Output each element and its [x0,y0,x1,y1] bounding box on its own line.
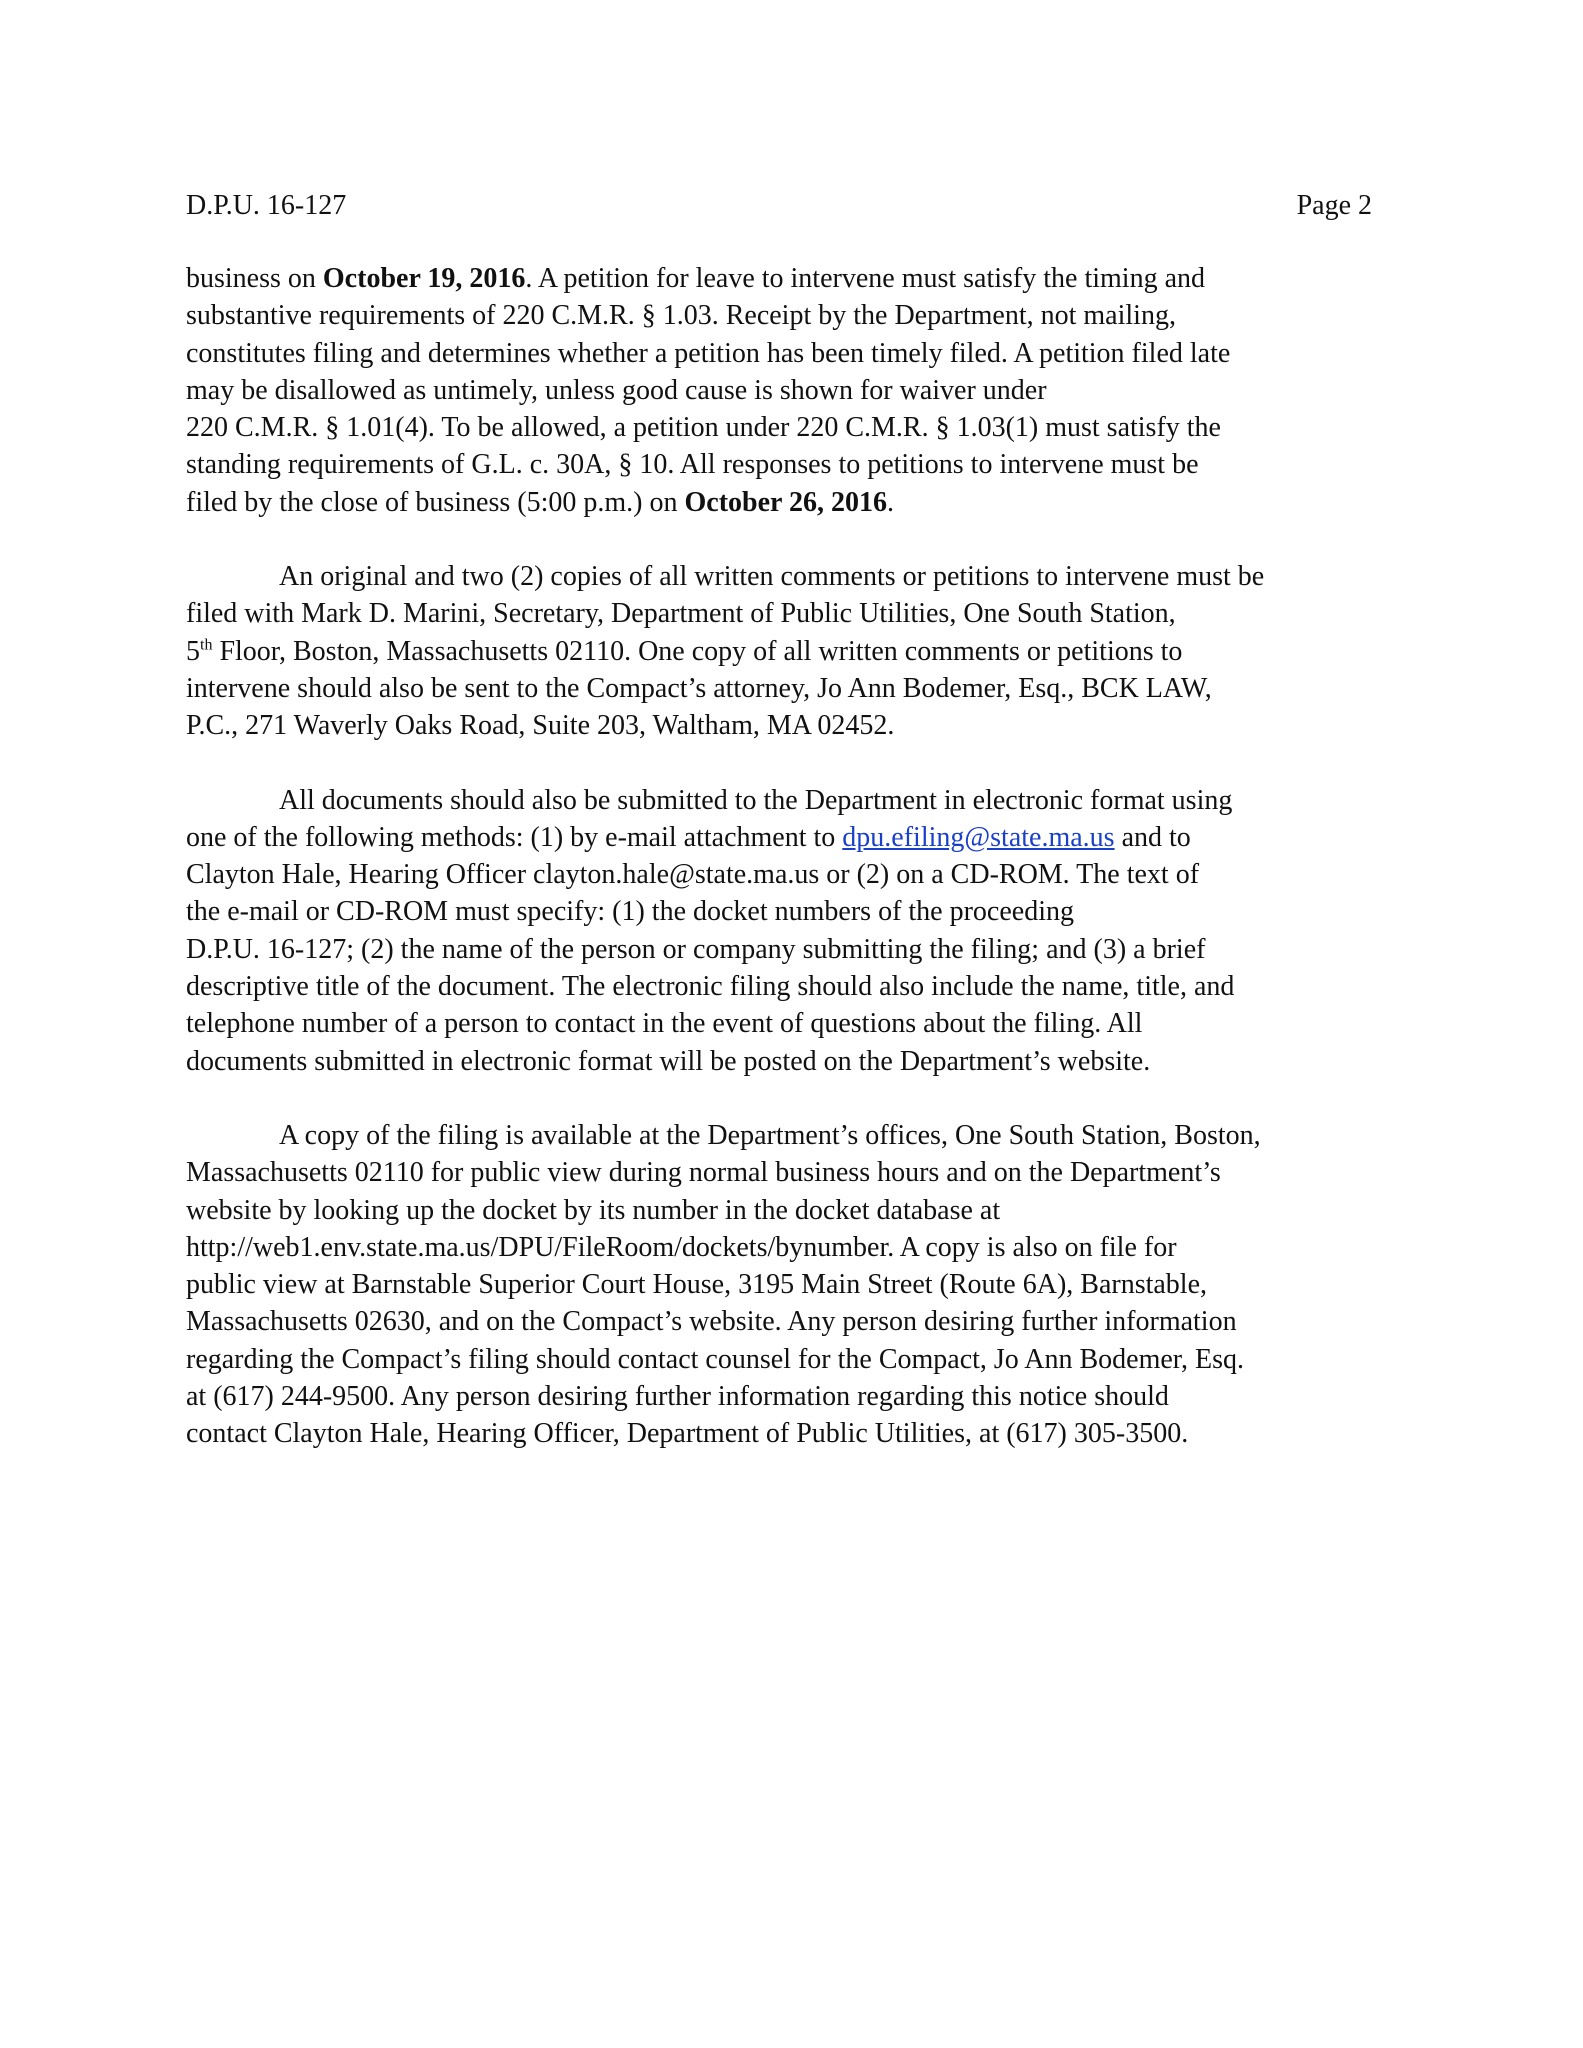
text-run: business on [186,263,323,294]
text-line [186,819,1386,856]
text-line: P.C., 271 Waverly Oaks Road, Suite 203, Waltham, MA 02452. [186,710,895,742]
text-line: D.P.U. 16-127; (2) the name of the person or company submitting the filing; and (3) a brief [186,933,1206,965]
paragraph-public-access [186,1117,1386,1453]
text-line: Massachusetts 02630, and on the Compact’s website. Any person desiring further information [186,1306,1237,1338]
text-line: contact Clayton Hale, Hearing Officer, Department of Public Utilities, at (617) 305-3500. [186,1418,1189,1450]
text-line: http://web1.env.state.ma.us/DPU/FileRoom/dockets/bynumber. A copy is also on file for [186,1231,1177,1263]
text-line: A copy of the filing is available at the Department’s offices, One South Station, Boston, [279,1119,1261,1151]
text-line: filed with Mark D. Marini, Secretary, Department of Public Utilities, One South Station, [186,598,1176,630]
text-line: All documents should also be submitted to the Department in electronic format using [279,784,1233,816]
text-run: . [886,486,894,518]
text-line [186,260,1386,297]
text-line: documents submitted in electronic format will be posted on the Department’s website. [186,1045,1151,1077]
text-line: at (617) 244-9500. Any person desiring further information regarding this notice should [186,1381,1169,1413]
text-line: constitutes filing and determines whether a petition has been timely filed. A petition filed late [186,337,1231,369]
text-line: regarding the Compact’s filing should contact counsel for the Compact, Jo Ann Bodemer, Esq. [186,1343,1244,1375]
text-line: standing requirements of G.L. c. 30A, § 10. All responses to petitions to intervene must be [186,449,1199,481]
text-line: Clayton Hale, Hearing Officer clayton.hale@state.ma.us or (2) on a CD-ROM. The text of [186,859,1200,891]
text-run: 5 [186,635,200,667]
text-line: intervene should also be sent to the Compact’s attorney, Jo Ann Bodemer, Esq., BCK LAW, [186,672,1212,704]
document-body [186,260,1386,1490]
text-line: 220 C.M.R. § 1.01(4). To be allowed, a petition under 220 C.M.R. § 1.03(1) must satisfy the [186,412,1221,444]
paragraph-intervention-deadline [186,260,1386,521]
paragraph-electronic-filing [186,782,1386,1080]
response-deadline-date: October 26, 2016 [684,486,887,518]
text-run: one of the following methods: (1) by e-mail attachment to [186,821,843,853]
text-line: Massachusetts 02110 for public view during normal business hours and on the Department’s [186,1157,1221,1189]
text-line: may be disallowed as untimely, unless good cause is shown for waiver under [186,374,1047,406]
ordinal-suffix: th [200,636,213,654]
page-header [186,186,1372,230]
page-number: Page 2 [1296,190,1372,221]
text-line: An original and two (2) copies of all written comments or petitions to intervene must be [279,561,1265,593]
text-run: . A petition for leave to intervene must satisfy the timing and [525,263,1206,294]
text-line: descriptive title of the document. The electronic filing should also include the name, title, and [186,971,1235,1003]
intervention-deadline-date: October 19, 2016 [322,263,526,294]
paragraph-filing-copies [186,558,1386,744]
text-line [186,633,1386,670]
text-line: the e-mail or CD-ROM must specify: (1) the docket numbers of the proceeding [186,896,1074,928]
text-line [186,484,1386,521]
text-line: telephone number of a person to contact in the event of questions about the filing. All [186,1008,1143,1040]
text-line: website by looking up the docket by its number in the docket database at [186,1194,1001,1226]
text-line: public view at Barnstable Superior Court House, 3195 Main Street (Route 6A), Barnstable, [186,1269,1208,1301]
text-run: and to [1114,821,1191,853]
text-line: substantive requirements of 220 C.M.R. § 1.03. Receipt by the Department, not mailing, [186,300,1176,332]
text-run: Floor, Boston, Massachusetts 02110. One copy of all written comments or petitions to [212,635,1183,667]
docket-number: D.P.U. 16-127 [186,190,347,221]
text-run: filed by the close of business (5:00 p.m.) on [186,486,685,518]
efiling-email-link[interactable]: dpu.efiling@state.ma.us [842,821,1115,853]
